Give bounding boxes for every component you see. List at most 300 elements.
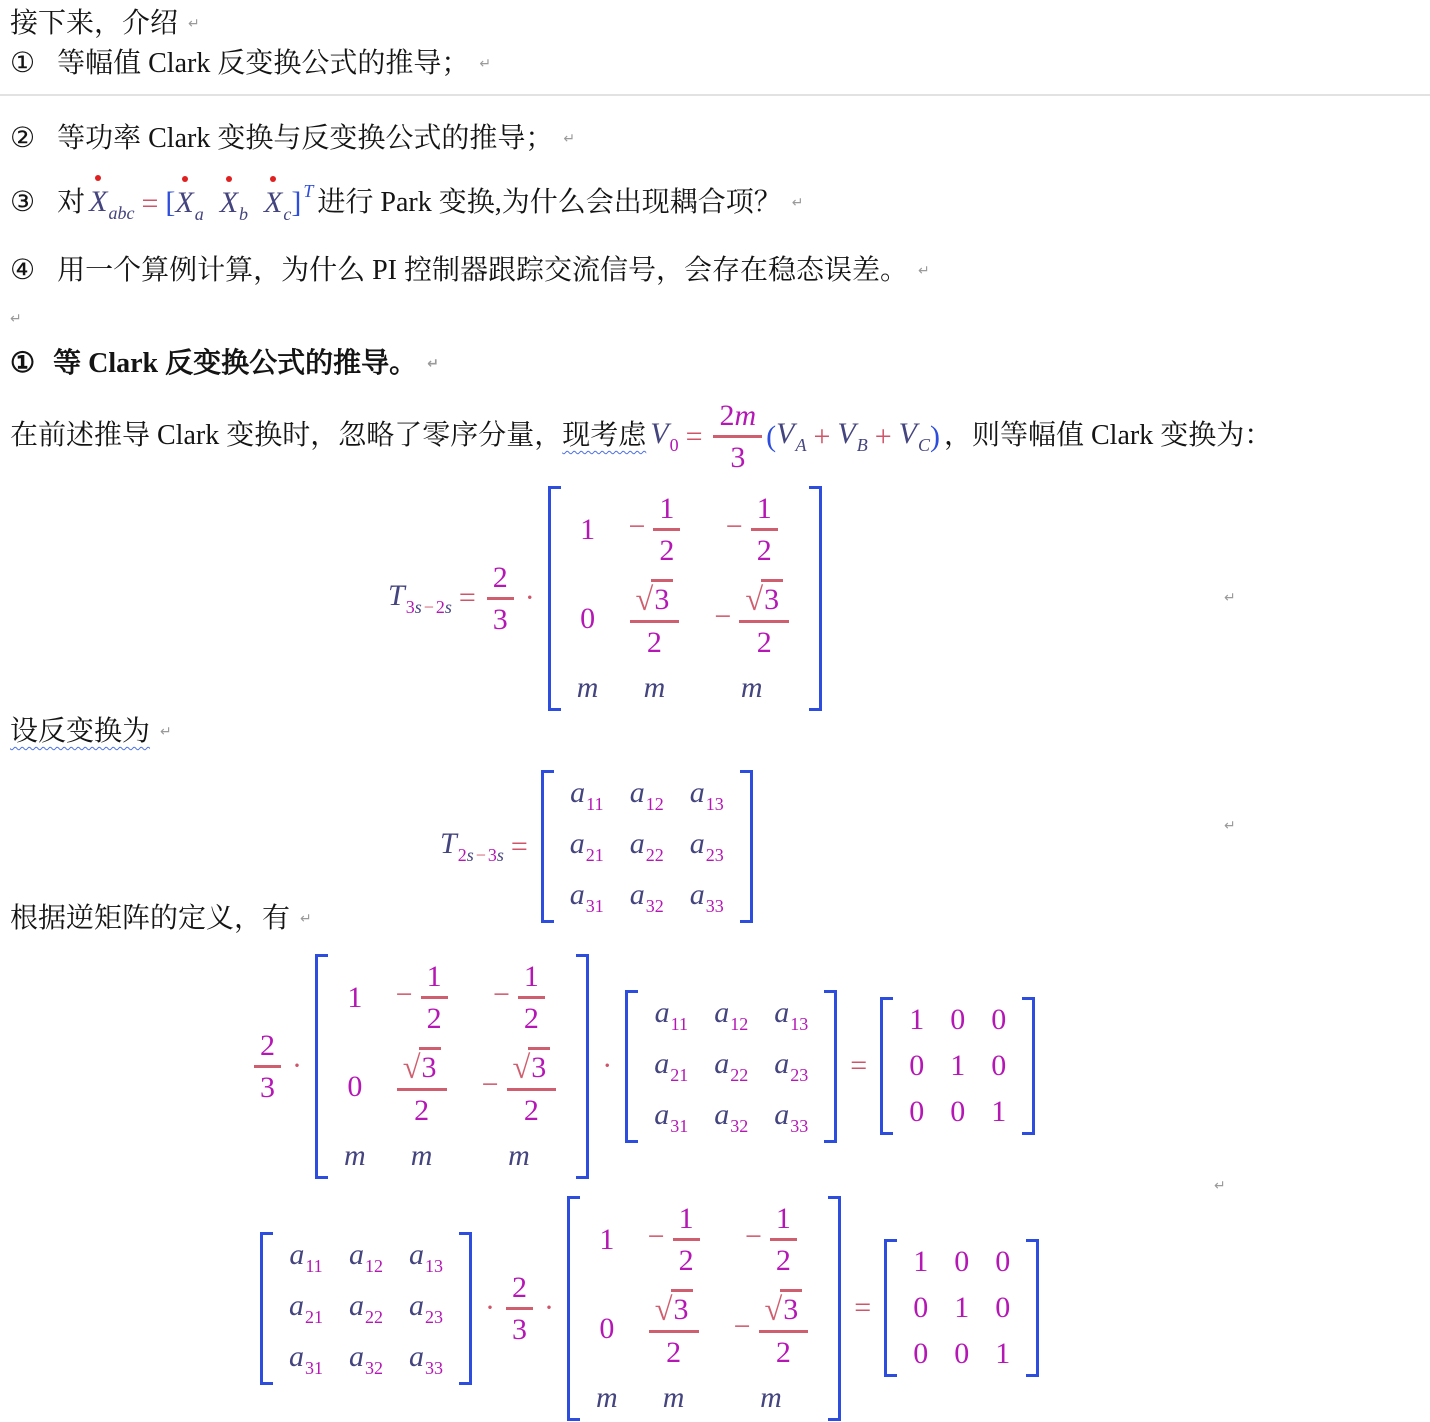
math-subscript xyxy=(406,597,452,617)
math-base xyxy=(899,417,917,450)
math-number: 2 xyxy=(775,1335,791,1369)
math-number: 1 xyxy=(909,1003,925,1037)
matrix-bracket-right xyxy=(459,1232,472,1385)
math-number: 0 xyxy=(909,1049,925,1083)
math-operator: − xyxy=(647,1220,665,1254)
math-base xyxy=(264,186,282,219)
math-operator: · xyxy=(544,1291,554,1325)
math-number: 2 xyxy=(414,1093,430,1127)
math-variable: a xyxy=(289,1288,304,1322)
matrix-cell xyxy=(331,1133,379,1179)
matrix-row xyxy=(896,1043,1019,1089)
math-variable: C xyxy=(917,435,930,456)
matrix-cell xyxy=(978,1089,1019,1135)
math-bracket: ( xyxy=(766,419,777,453)
heading-number: ① xyxy=(10,348,36,379)
paragraph-1-text-b: ，则等幅值 Clark 变换为： xyxy=(944,419,1273,451)
math-base xyxy=(776,417,794,450)
paragraph-mark: ↵ xyxy=(160,724,172,741)
math-fraction xyxy=(739,579,789,659)
math-number: 33 xyxy=(425,1357,443,1378)
matrix-cell xyxy=(611,665,697,711)
math-operator: = xyxy=(850,1049,868,1083)
matrix-bracket-left xyxy=(884,1239,897,1377)
math-sqrt xyxy=(636,579,674,616)
inverse-def-text: 根据逆矩阵的定义，有 xyxy=(10,903,291,934)
math-number: 2 xyxy=(457,845,467,866)
equation-inverse-product-2 xyxy=(254,1196,1045,1421)
matrix-row xyxy=(276,1334,456,1385)
math-base xyxy=(220,186,238,219)
math-subscript xyxy=(646,896,664,916)
math-variable: a xyxy=(194,204,204,225)
math-variable: a xyxy=(689,776,705,809)
math-sqrt xyxy=(655,1289,693,1326)
matrix-row xyxy=(641,1092,821,1143)
math-number: 1 xyxy=(580,512,596,546)
fraction-denominator xyxy=(487,600,514,636)
math-number: 1 xyxy=(756,492,772,525)
empty-line xyxy=(10,310,22,328)
radicand xyxy=(528,1047,550,1084)
math-variable: V xyxy=(650,417,669,451)
matrix-cell xyxy=(717,1283,826,1375)
math-bracket: ) xyxy=(930,419,940,453)
fraction-denominator xyxy=(630,623,680,659)
matrix-cell xyxy=(937,997,978,1043)
list-item-4-text: 用一个算例计算，为什么 PI 控制器跟踪交流信号，会存在稳态误差。 xyxy=(57,255,909,286)
math-number: 2 xyxy=(756,534,772,567)
math-subscript xyxy=(730,1014,748,1034)
matrix-cell xyxy=(379,1041,465,1133)
math-superscript xyxy=(303,181,313,201)
math-number: 1 xyxy=(659,492,675,525)
math-variable: a xyxy=(629,776,645,809)
math-subscripted xyxy=(629,776,664,815)
math-subscript xyxy=(365,1358,383,1378)
math-subscript xyxy=(790,1065,808,1085)
matrix-cell xyxy=(617,872,677,923)
matrix-bracket-left xyxy=(548,486,561,711)
math-number: 2 xyxy=(756,625,772,659)
math-number: 0 xyxy=(995,1245,1011,1279)
math-base xyxy=(714,1098,729,1131)
dotted-variable xyxy=(264,183,282,222)
math-subscripted xyxy=(289,1339,323,1378)
matrix-row xyxy=(583,1196,825,1283)
list-number-3: ③ xyxy=(10,187,36,219)
fraction-denominator xyxy=(649,1333,699,1369)
fraction-numerator xyxy=(518,960,545,999)
math-number: 0 xyxy=(347,1069,363,1103)
math-number: 11 xyxy=(305,1255,323,1276)
math-base xyxy=(289,1340,304,1373)
math-variable: a xyxy=(409,1339,424,1373)
matrix-cell xyxy=(982,1285,1023,1331)
fraction-denominator xyxy=(421,999,448,1035)
math-number: 0 xyxy=(913,1291,929,1325)
matrix-cell xyxy=(641,1041,701,1092)
matrix-cell xyxy=(978,997,1019,1043)
math-subscript xyxy=(646,845,664,865)
math-number: 23 xyxy=(425,1306,443,1327)
matrix-cell xyxy=(937,1043,978,1089)
math-variable: m xyxy=(596,1380,618,1414)
math-subscript xyxy=(918,435,930,455)
math-subscript xyxy=(730,1116,748,1136)
math-variable: V xyxy=(898,417,917,451)
dot-accent-icon xyxy=(95,175,101,181)
matrix-cell xyxy=(617,821,677,872)
math-subscript xyxy=(670,435,679,455)
matrix-row xyxy=(557,872,737,923)
fraction-numerator xyxy=(653,492,680,531)
math-variable: a xyxy=(349,1237,364,1271)
math-subscript xyxy=(425,1307,443,1327)
paragraph-mark: ↵ xyxy=(791,195,804,212)
math-subscript xyxy=(305,1256,322,1276)
math-operator: − xyxy=(733,1309,751,1343)
matrix-cell xyxy=(331,954,379,1041)
math-subscripted xyxy=(774,1046,809,1085)
matrix-row xyxy=(276,1283,456,1334)
math-variable: m xyxy=(508,1138,530,1172)
math-variable: a xyxy=(774,1046,790,1080)
math-subscripted xyxy=(409,1339,443,1378)
math-variable: a xyxy=(569,878,585,912)
math-subscripted xyxy=(714,1097,749,1136)
fraction-denominator xyxy=(673,1241,700,1277)
fraction-denominator xyxy=(759,1333,809,1369)
math-number: 2 xyxy=(435,596,445,617)
math-variable: a xyxy=(689,878,705,912)
dot-accent-icon xyxy=(270,176,276,182)
math-number: 11 xyxy=(670,1013,688,1034)
matrix-cell xyxy=(761,1092,821,1143)
math-number: 31 xyxy=(670,1115,689,1136)
fraction-denominator xyxy=(397,1091,447,1127)
matrix xyxy=(567,1196,841,1421)
radicand xyxy=(419,1047,441,1084)
fraction-numerator xyxy=(630,579,680,623)
matrix-cell xyxy=(701,1041,761,1092)
math-number: 1 xyxy=(775,1202,791,1235)
math-operator: · xyxy=(485,1291,495,1325)
math-base xyxy=(570,776,585,809)
math-subscripted xyxy=(349,1339,383,1378)
math-variable: B xyxy=(856,435,868,456)
math-operator: · xyxy=(602,1049,613,1083)
dotted-variable xyxy=(220,183,238,222)
matrix-body xyxy=(564,486,806,711)
fraction-numerator xyxy=(487,561,514,600)
math-variable: m xyxy=(410,1138,433,1172)
math-subscript xyxy=(458,845,504,865)
intro-text: 接下来，介绍 xyxy=(10,8,179,39)
matrix-cell xyxy=(896,1043,937,1089)
math-variable: T xyxy=(388,578,405,612)
math-number: 3 xyxy=(531,1051,547,1084)
math-fraction xyxy=(759,1289,809,1369)
matrix xyxy=(260,1232,472,1385)
math-operator: = xyxy=(141,186,159,220)
matrix-row xyxy=(896,997,1019,1043)
math-number: 3 xyxy=(654,583,670,616)
matrix-row xyxy=(557,770,737,821)
matrix xyxy=(315,954,589,1179)
radical-icon: √ xyxy=(512,1049,531,1086)
paragraph-mark: ↵ xyxy=(1224,818,1236,834)
math-variable: a xyxy=(714,1097,730,1131)
matrix xyxy=(541,770,753,923)
math-operator: − xyxy=(395,978,413,1012)
math-base xyxy=(440,827,457,860)
math-subscripted xyxy=(837,414,867,457)
paragraph-mark: ↵ xyxy=(300,911,312,928)
matrix-cell xyxy=(557,821,617,872)
math-variable: X xyxy=(219,186,239,220)
matrix-cell xyxy=(677,770,737,821)
math-subscripted xyxy=(650,414,678,457)
math-number: 2 xyxy=(523,1002,539,1035)
fraction-numerator xyxy=(397,1047,447,1091)
matrix-row xyxy=(557,821,737,872)
fraction-denominator xyxy=(507,1091,557,1127)
heading-text: 等 Clark 反变换公式的推导。 xyxy=(53,348,418,379)
math-number: 12 xyxy=(730,1013,749,1034)
math-number: 0 xyxy=(669,435,679,456)
math-subscript xyxy=(670,1116,688,1136)
math-number: 22 xyxy=(730,1064,749,1085)
matrix-bracket-right xyxy=(828,1196,841,1421)
matrix-cell xyxy=(631,1375,717,1421)
math-variable: a xyxy=(409,1288,424,1322)
fraction-numerator xyxy=(254,1029,281,1068)
math-variable: s xyxy=(466,845,474,866)
matrix-bracket-left xyxy=(541,770,554,923)
math-subscript xyxy=(586,896,604,916)
matrix-cell xyxy=(701,990,761,1041)
math-operator: − xyxy=(475,845,486,866)
set-inverse-line xyxy=(10,714,172,750)
matrix-cell xyxy=(978,1043,1019,1089)
math-operator: + xyxy=(813,419,831,453)
math-variable: s xyxy=(444,596,452,617)
math-base xyxy=(650,417,668,450)
matrix-bracket-right xyxy=(824,990,837,1143)
math-subscripted xyxy=(388,579,452,618)
fraction-numerator xyxy=(421,960,448,999)
math-base xyxy=(774,1047,789,1080)
math-subscript xyxy=(365,1256,383,1276)
math-sqrt xyxy=(765,1289,803,1326)
math-number: 1 xyxy=(347,980,363,1014)
dotted-variable xyxy=(175,183,193,222)
matrix-cell xyxy=(937,1089,978,1135)
matrix xyxy=(548,486,822,711)
math-operator: = xyxy=(510,829,528,863)
math-number: 0 xyxy=(954,1245,970,1279)
matrix-cell xyxy=(557,770,617,821)
matrix-cell xyxy=(564,486,612,573)
math-variable: a xyxy=(654,1097,670,1131)
math-number: 2 xyxy=(646,625,662,659)
paragraph-mark: ↵ xyxy=(918,263,930,280)
matrix-cell xyxy=(896,997,937,1043)
page-divider xyxy=(0,94,1430,96)
equation-t3s2s xyxy=(388,486,828,711)
math-variable: T xyxy=(303,181,314,201)
math-fraction xyxy=(770,1202,797,1277)
paragraph-1-wavy-text: 现考虑 xyxy=(562,419,647,451)
math-subscripted xyxy=(569,827,604,866)
math-operator: − xyxy=(481,1067,499,1101)
matrix-cell xyxy=(396,1232,456,1283)
math-subscripted xyxy=(689,878,724,917)
math-subscripted xyxy=(774,1097,809,1136)
matrix-cell xyxy=(583,1196,631,1283)
matrix-cell xyxy=(276,1283,336,1334)
list-item-3-pre: 对 xyxy=(57,187,86,219)
equation-xabc-inline xyxy=(89,180,313,227)
matrix-bracket-right xyxy=(1022,997,1035,1135)
matrix-bracket-left xyxy=(315,954,328,1179)
radical-icon: √ xyxy=(764,1291,783,1328)
matrix-cell xyxy=(465,1041,574,1133)
math-variable: X xyxy=(175,186,194,220)
matrix-body xyxy=(276,1232,456,1385)
math-number: 2 xyxy=(719,398,735,432)
matrix-bracket-left xyxy=(625,990,638,1143)
matrix-cell xyxy=(631,1283,717,1375)
math-base xyxy=(175,186,193,219)
matrix-row xyxy=(331,1133,573,1179)
fraction-denominator xyxy=(739,623,789,659)
paragraph-mark: ↵ xyxy=(479,56,492,73)
math-subscript xyxy=(305,1358,323,1378)
matrix-cell xyxy=(336,1232,396,1283)
math-number: 3 xyxy=(421,1051,437,1084)
math-number: 22 xyxy=(365,1306,383,1327)
math-subscripted xyxy=(689,827,724,866)
math-number: 21 xyxy=(305,1306,323,1327)
paragraph-mark: ↵ xyxy=(188,16,200,33)
math-variable: V xyxy=(776,417,795,451)
math-number: 1 xyxy=(426,960,442,993)
math-operator: + xyxy=(874,419,892,453)
math-base xyxy=(570,878,585,911)
radical-icon: √ xyxy=(654,1291,673,1328)
math-subscript xyxy=(365,1307,383,1327)
matrix-cell xyxy=(717,1375,826,1421)
math-variable: T xyxy=(440,827,457,861)
math-variable: a xyxy=(774,995,790,1029)
math-base xyxy=(654,1047,669,1080)
math-number: 31 xyxy=(305,1357,323,1378)
math-number: 3 xyxy=(492,602,508,636)
matrix-cell xyxy=(717,1196,826,1283)
paragraph-mark: ↵ xyxy=(1214,1178,1226,1194)
math-base xyxy=(289,1289,304,1322)
matrix-bracket-left xyxy=(880,997,893,1135)
matrix-cell xyxy=(276,1334,336,1385)
fraction-denominator xyxy=(506,1310,533,1346)
matrix-bracket-left xyxy=(567,1196,580,1421)
math-variable: a xyxy=(714,995,730,1029)
math-variable: a xyxy=(349,1339,364,1373)
math-number: 2 xyxy=(260,1028,275,1062)
matrix-bracket-right xyxy=(809,486,822,711)
list-item-1 xyxy=(10,46,491,82)
math-subscripted xyxy=(289,1237,323,1276)
math-number: 32 xyxy=(730,1115,749,1136)
math-number: 13 xyxy=(705,794,724,815)
math-base xyxy=(690,827,705,860)
matrix-cell xyxy=(896,1089,937,1135)
math-number: 3 xyxy=(673,1293,689,1326)
math-number: 3 xyxy=(730,440,746,474)
math-subscripted xyxy=(409,1288,443,1327)
fraction-numerator xyxy=(673,1202,700,1241)
math-number: 1 xyxy=(523,960,539,993)
math-fraction xyxy=(630,579,680,659)
math-number: 3 xyxy=(764,583,780,616)
matrix-cell xyxy=(617,770,677,821)
paragraph-mark: ↵ xyxy=(1224,590,1236,606)
radicand xyxy=(761,579,783,616)
math-number: 3 xyxy=(405,596,415,617)
matrix-cell xyxy=(701,1092,761,1143)
matrix-cell xyxy=(276,1232,336,1283)
matrix-cell xyxy=(465,954,574,1041)
math-fraction xyxy=(507,1047,557,1127)
matrix-cell xyxy=(396,1283,456,1334)
math-variable: a xyxy=(629,878,645,912)
matrix-body xyxy=(896,997,1019,1135)
matrix-bracket-right xyxy=(740,770,753,923)
math-number: 2 xyxy=(492,560,508,594)
math-operator: = xyxy=(458,581,476,615)
fraction-numerator xyxy=(713,399,762,438)
math-number: 2 xyxy=(659,534,675,567)
math-fraction xyxy=(518,960,545,1035)
math-number: 2 xyxy=(523,1093,539,1127)
matrix-cell xyxy=(900,1331,941,1377)
math-number: 13 xyxy=(790,1013,809,1034)
matrix-cell xyxy=(583,1375,631,1421)
equation-inverse-product-1 xyxy=(250,954,1041,1179)
math-subscripted xyxy=(569,878,604,917)
math-subscript xyxy=(706,896,724,916)
math-base xyxy=(630,776,645,809)
matrix-cell xyxy=(982,1331,1023,1377)
math-base xyxy=(409,1238,424,1271)
math-number: 0 xyxy=(580,601,596,635)
math-base xyxy=(630,827,645,860)
matrix-body xyxy=(557,770,737,923)
matrix-cell xyxy=(677,821,737,872)
math-base xyxy=(630,878,645,911)
math-subscripted xyxy=(175,186,204,225)
math-fraction xyxy=(653,492,680,567)
math-subscript xyxy=(790,1116,808,1136)
math-variable: a xyxy=(774,1097,790,1131)
equation-t2s3s xyxy=(440,770,759,923)
math-fraction xyxy=(487,561,514,636)
list-item-3 xyxy=(10,180,803,227)
math-variable: m xyxy=(643,670,666,704)
math-base xyxy=(655,996,670,1029)
